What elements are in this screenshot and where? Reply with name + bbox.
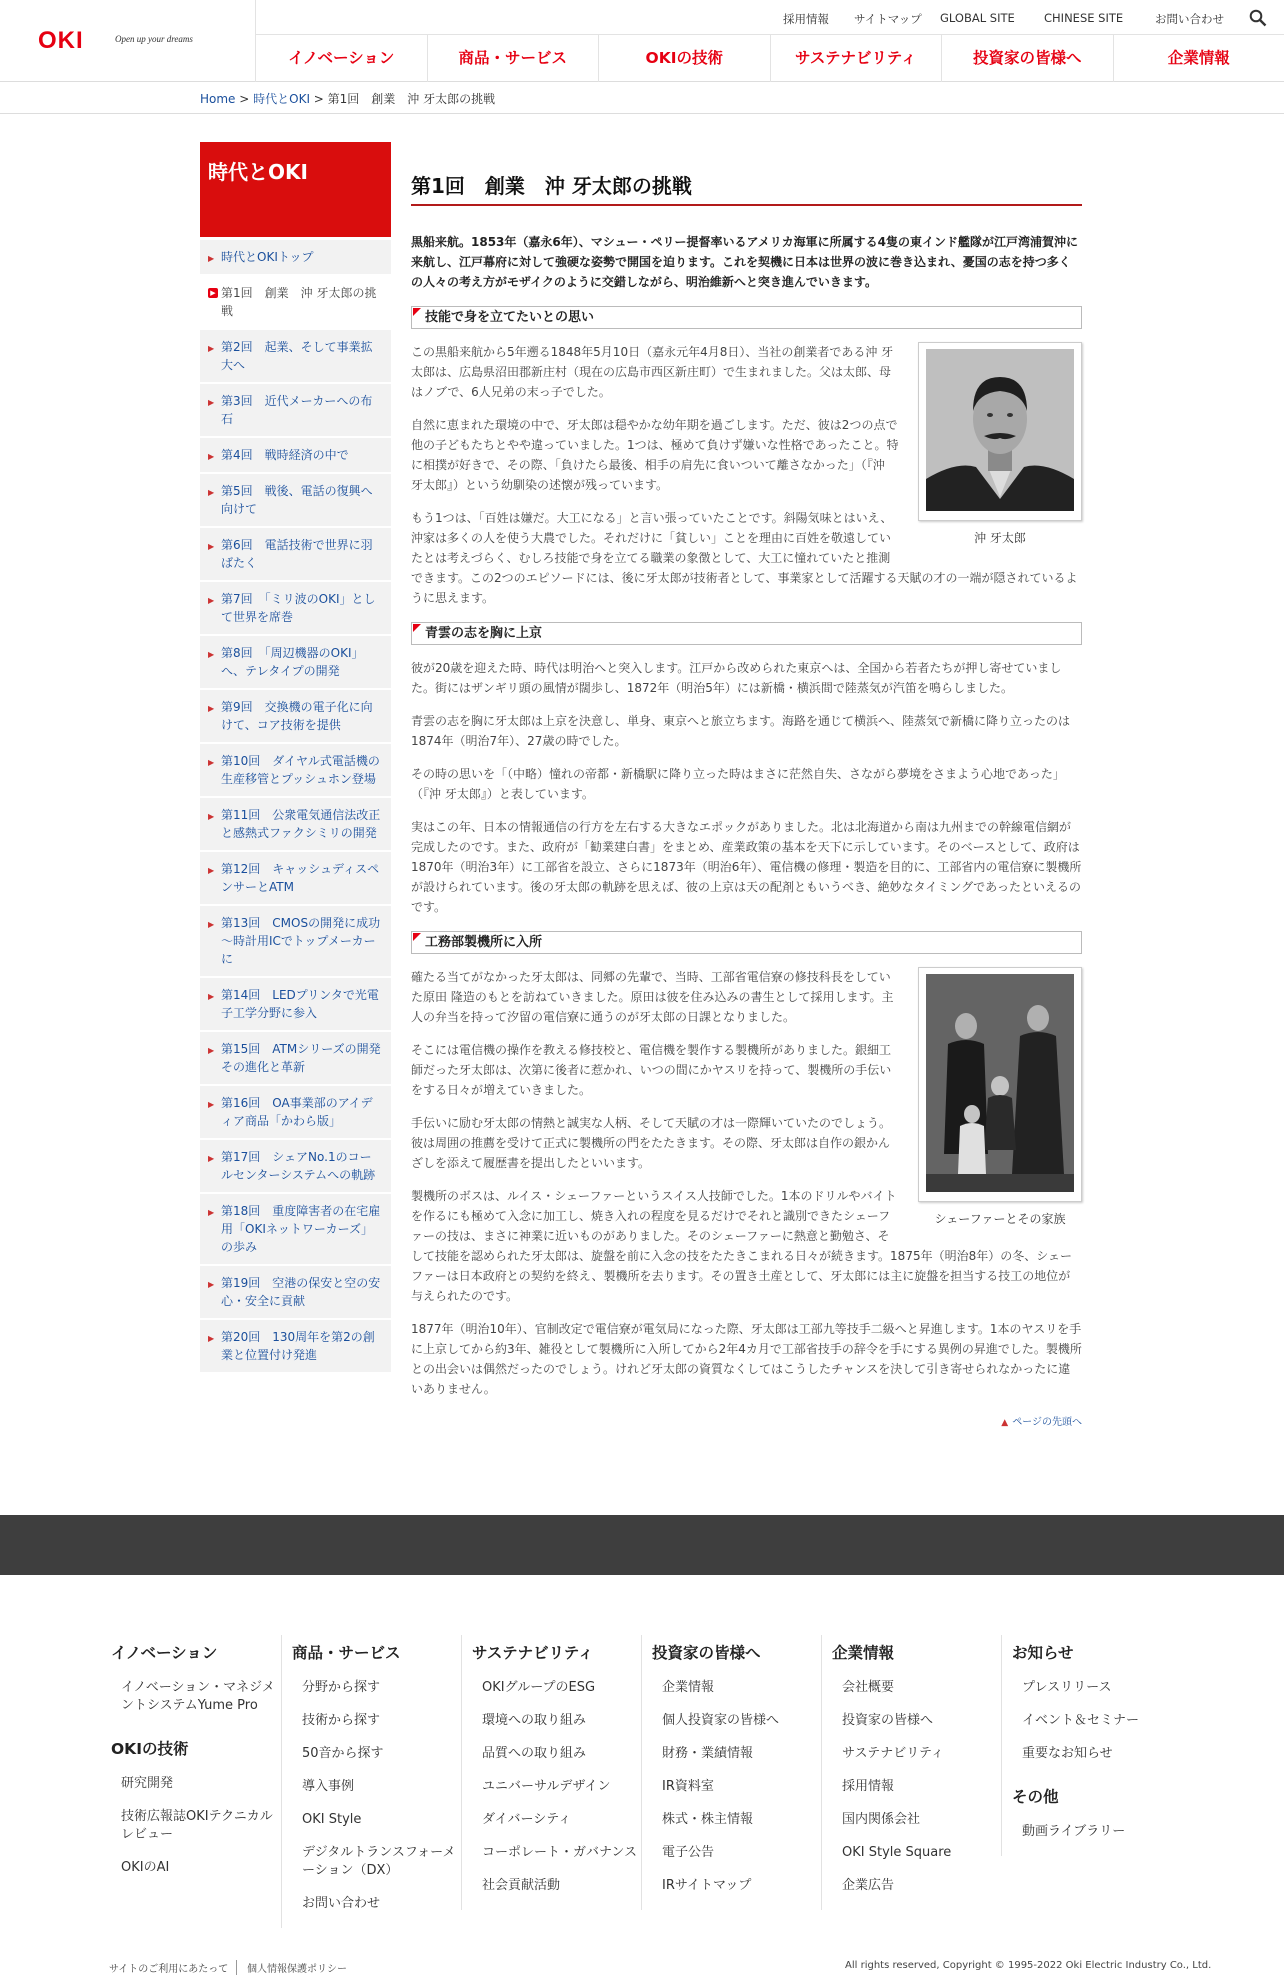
paragraph: 1877年（明治10年）、官制改定で電信寮が電気局になった際、牙太郎は工部九等技手二級へと昇進します。1本のヤスリを手に上京してから約3年、雑役として製機所に入所してから2年4カ月で工部省技手の辞令を手にする異例の昇進でした。製機所との出会いは偶然だったのでしょう。けれど牙太郎の資質なくしてはこうしたチャンスを決して引き寄せられなかったに違いありません。 [411,1322,1082,1396]
arrow-right-icon: ▶ [208,992,215,1001]
oki-logo[interactable]: OKI [38,27,84,54]
sidebar-item-label: 第1回 創業 沖 牙太郎の挑戦 [221,286,377,318]
gnav-investors[interactable]: 投資家の皆様へ [942,35,1114,82]
figure-caption: 沖 牙太郎 [974,531,1026,545]
util-link-sitemap[interactable]: サイトマップ [854,12,922,26]
sidebar-item[interactable] [200,526,391,580]
arrow-right-icon: ▶ [208,1280,215,1289]
founder-photo [918,342,1082,521]
footer-heading[interactable]: サステナビリティ [472,1644,594,1662]
footer-link[interactable]: 財務・業績情報 [662,1746,754,1761]
paragraph: 製機所のボスは、ルイス・シェーファーというスイス人技師でした。1本のドリルやバイトを作るにも極めて入念に加工し、焼き入れの程度を見るだけでそれと識別できたシェーファーの技は、まさに神業に近いものがありました。そのシェーファーに熱意と勤勉さ、そして技能を認められた牙太郎は、旋盤を前に入念の技をたたきこまれる日々が続きます。1875年（明治8年）の冬、シェーファーは日本政府との契約を終え、製機所を去ります。その置き土産として、牙太郎には主に旋盤を担当する技工の地位が与えられたのです。 [411,1189,1072,1303]
arrow-right-icon: ▶ [208,488,215,497]
utility-nav [256,0,1284,35]
sidebar-item[interactable] [200,1264,391,1318]
paragraph: 自然に恵まれた環境の中で、牙太郎は穏やかな幼年期を過ごします。ただ、彼は2つの点で他の子どもたちとやや違っていました。1つは、極めて負けず嫌いな性格であったこと。特に相撲が好きで、その際、「負けたら最後、相手の肩先に食いついて離さなかった」（『沖 牙太郎』）という幼馴染の述懐が残っています。 [411,418,899,492]
arrow-right-icon: ▶ [208,1208,215,1217]
footer-sitemap [101,1635,1182,1935]
footer-heading[interactable]: お知らせ [1012,1644,1074,1662]
footer-band [0,1515,1284,1575]
sidebar-item[interactable] [200,238,391,274]
sidebar-item[interactable] [200,1084,391,1138]
privacy-link[interactable]: 個人情報保護ポリシー [247,1964,347,1975]
paragraph: 彼が20歳を迎えた時、時代は明治へと突入します。江戸から改められた東京へは、全国から若者たちが押し寄せていました。街にはザンギリ頭の風情が闊歩し、1872年（明治5年）には新橋・横浜間で陸蒸気が汽笛を鳴らしました。 [411,661,1062,695]
gnav-innovation[interactable]: イノベーション [256,35,428,82]
footer-link[interactable]: ユニバーサルデザイン [482,1779,611,1794]
footer-link[interactable]: 研究開発 [121,1776,174,1791]
arrow-right-icon: ▶ [208,1334,215,1343]
footer-heading[interactable]: その他 [1012,1788,1059,1806]
sidebar-item[interactable] [200,1030,391,1084]
footer-link[interactable]: お問い合わせ [302,1896,381,1911]
footer-heading[interactable]: 企業情報 [832,1644,895,1662]
breadcrumb-current: 第1回 創業 沖 牙太郎の挑戦 [327,92,496,106]
paragraph: その時の思いを「（中略）憧れの帝都・新橋駅に降り立った時はまさに茫然自失、さながら夢境をさまよう心地であった」（『沖 牙太郎』）と表しています。 [411,767,1065,801]
footer-link[interactable]: 国内関係会社 [842,1812,921,1827]
sidebar-item-label: 第9回 交換機の電子化に向けて、コア技術を提供 [221,700,373,732]
footer-heading[interactable]: OKIの技術 [111,1740,189,1758]
footer-bottom [0,1955,1284,1975]
sidebar-item-label: 第18回 重度障害者の在宅雇用「OKIネットワーカーズ」の歩み [221,1204,381,1254]
arrow-right-icon: ▶ [208,452,215,461]
footer-column [821,1635,1001,1910]
footer-link[interactable]: OKIグループのESG [482,1680,596,1695]
sidebar-item[interactable] [200,436,391,472]
footer-column [101,1635,281,1892]
footer-heading[interactable]: 投資家の皆様へ [652,1644,761,1662]
footer-link[interactable]: OKI Style Square [842,1845,952,1860]
arrow-right-icon: ▶ [208,254,215,263]
section-heading: 工務部製機所に入所 [411,931,1082,954]
figure-schaefer-family [918,967,1082,1227]
breadcrumb [0,82,1284,114]
sidebar-item-label: 第11回 公衆電気通信法改正と感熱式ファクシミリの開発 [221,808,381,840]
arrow-up-icon: ▲ [1001,1418,1009,1428]
sidebar-item-label: 第19回 空港の保安と空の安心・安全に貢献 [221,1276,381,1308]
footer-link[interactable]: OKI Style [302,1812,362,1827]
footer-link[interactable]: 50音から探す [302,1746,384,1761]
footer-link[interactable]: サステナビリティ [842,1746,944,1761]
arrow-right-icon: ▶ [208,758,215,767]
arrow-right-icon: ▶ [208,1154,215,1163]
sidebar-item-label: 第7回 「ミリ波のOKI」として世界を席巻 [221,592,376,624]
footer-link[interactable]: 社会貢献活動 [482,1878,561,1893]
paragraph: 確たる当てがなかった牙太郎は、同郷の先輩で、当時、工部省電信寮の修技科長をしていた原田 隆造のもとを訪ねていきました。原田は彼を住み込みの書生として採用します。主人の弁当を持って汐留の電信寮に通うのが牙太郎の日課となりました。 [411,970,894,1024]
sidebar-item[interactable] [200,1138,391,1192]
page-title: 第1回 創業 沖 牙太郎の挑戦 [411,170,1082,206]
util-link-global[interactable]: GLOBAL SITE [940,11,1015,25]
footer-link[interactable]: デジタルトランスフォーメーション（DX） [302,1845,456,1878]
paragraph: もう1つは、「百姓は嫌だ。大工になる」と言い張っていたことです。斜陽気味とはいえ、沖家は多くの人を使う大農でした。それだけに「貧しい」ことを理由に百姓を敬遠していたとは考えづらく、むしろ技能で身を立てる職業の象徴として、大工に憧れていたと推測できます。この2つのエピソードには、後に牙太郎が技術者として、事業家として活躍する天賦の才の一端が隠されているように思えます。 [411,511,1078,605]
figure-founder [918,342,1082,546]
footer-link[interactable]: 分野から探す [302,1680,381,1695]
section-heading: 青雲の志を胸に上京 [411,622,1082,645]
family-photo-image [926,974,1074,1192]
back-to-top-link[interactable] [411,1413,1082,1428]
sidebar-item[interactable] [200,274,391,328]
arrow-right-icon: ▶ [208,650,215,659]
util-link-recruit[interactable]: 採用情報 [783,12,829,26]
footer-link[interactable]: 企業広告 [842,1878,895,1893]
footer-link[interactable]: コーポレート・ガバナンス [482,1845,637,1860]
footer-link[interactable]: 企業情報 [662,1680,715,1695]
footer-link[interactable]: 技術広報誌OKIテクニカルレビュー [121,1809,273,1842]
footer-link[interactable]: 動画ライブラリー [1022,1824,1126,1839]
util-link-chinese[interactable]: CHINESE SITE [1044,11,1124,25]
arrow-right-icon: ▶ [208,398,215,407]
footer-link[interactable]: ダイバーシティ [482,1812,572,1827]
footer-link[interactable]: 個人投資家の皆様へ [662,1713,780,1728]
arrow-right-icon: ▶ [208,1046,215,1055]
footer-heading[interactable]: 商品・サービス [292,1644,401,1662]
sidebar-item[interactable] [200,382,391,436]
gnav-products[interactable]: 商品・サービス [428,35,600,82]
footer-link[interactable]: イノベーション・マネジメントシステムYume Pro [121,1680,275,1713]
back-to-top-label: ページの先頭へ [1012,1417,1082,1428]
sidebar-item-label: 第4回 戦時経済の中で [221,448,349,462]
footer-link[interactable]: OKIのAI [121,1860,170,1875]
footer-link[interactable]: 技術から探す [302,1713,381,1728]
footer-column [1001,1635,1181,1856]
sidebar-item-label: 第5回 戦後、電話の復興へ向けて [221,484,373,516]
arrow-right-icon: ▶ [208,596,215,605]
footer-heading[interactable]: イノベーション [111,1644,218,1662]
footer-link[interactable]: IR資料室 [662,1779,714,1794]
footer-link[interactable]: プレスリリース [1022,1680,1112,1695]
sidebar-item-label: 第15回 ATMシリーズの開発その進化と革新 [221,1042,381,1074]
sidebar-item-label: 第12回 キャッシュディスペンサーとATM [221,862,380,894]
breadcrumb-parent[interactable]: 時代とOKI [253,92,310,106]
sidebar-item[interactable] [200,634,391,688]
footer-link[interactable]: 会社概要 [842,1680,895,1695]
paragraph: 青雲の志を胸に牙太郎は上京を決意し、単身、東京へと旅立ちます。海路を通じて横浜へ、陸蒸気で新橋に降り立ったのは1874年（明治7年）、27歳の時でした。 [411,714,1071,748]
logo-tagline: Open up your dreams [115,34,193,44]
sidebar-item-label: 第2回 起業、そして事業拡大へ [221,340,373,372]
sidebar-item[interactable] [200,1192,391,1264]
gnav-technology[interactable]: OKIの技術 [599,35,771,82]
sidebar-item[interactable] [200,904,391,976]
arrow-right-icon: ▶ [208,1100,215,1109]
footer-link[interactable]: 株式・株主情報 [662,1812,754,1827]
arrow-right-icon: ▶ [208,288,218,298]
logo-area[interactable] [0,0,256,82]
sidebar-list [200,238,391,1372]
portrait-image [926,349,1074,511]
sidebar-item[interactable] [200,1318,391,1372]
sidebar-item-label: 時代とOKIトップ [221,250,314,264]
footer-column [641,1635,821,1910]
footer-link[interactable]: 品質への取り組み [482,1746,587,1761]
sidebar-item-label: 第14回 LEDプリンタで光電子工学分野に参入 [221,988,379,1020]
util-link-contact[interactable]: お問い合わせ [1155,12,1224,26]
sidebar-item-label: 第17回 シェアNo.1のコールセンターシステムへの軌跡 [221,1150,376,1182]
global-nav [256,35,1284,82]
sidebar-item-label: 第3回 近代メーカーへの布石 [221,394,373,426]
arrow-right-icon: ▶ [208,344,215,353]
sidebar-item-label: 第20回 130周年を第2の創業と位置付け発進 [221,1330,375,1362]
arrow-right-icon: ▶ [208,866,215,875]
sidebar-item-label: 第8回 「周辺機器のOKI」へ、テレタイプの開発 [221,646,364,678]
search-icon[interactable] [1249,9,1267,27]
arrow-right-icon: ▶ [208,704,215,713]
footer-column [281,1635,461,1928]
breadcrumb-home[interactable]: Home [200,92,236,106]
footer-link[interactable]: 環境への取り組み [482,1713,587,1728]
paragraph: そこには電信機の操作を教える修技校と、電信機を製作する製機所がありました。銀細工師だった牙太郎は、次第に後者に惹かれ、いつの間にかヤスリを持って、製機所の手伝いをする日々が増えていきました。 [411,1043,892,1097]
breadcrumb-sep: > [235,92,254,106]
arrow-right-icon: ▶ [208,812,215,821]
footer-link[interactable]: 投資家の皆様へ [842,1713,934,1728]
sidebar-item-label: 第6回 電話技術で世界に羽ばたく [221,538,373,570]
sidebar-item[interactable] [200,850,391,904]
arrow-right-icon: ▶ [208,920,215,929]
gnav-sustainability[interactable]: サステナビリティ [771,35,943,82]
sidebar-item[interactable] [200,688,391,742]
sidebar-item[interactable] [200,580,391,634]
footer-column [461,1635,641,1910]
sidebar-item[interactable] [200,742,391,796]
sidebar-item[interactable] [200,976,391,1030]
footer-link[interactable]: 重要なお知らせ [1022,1746,1113,1761]
sidebar-item-label: 第10回 ダイヤル式電話機の生産移管とプッシュホン登場 [221,754,380,786]
sidebar-item-label: 第13回 CMOSの開発に成功～時計用ICでトップメーカーに [221,916,381,966]
sidebar-title[interactable]: 時代とOKI [200,142,391,238]
paragraph: 実はこの年、日本の情報通信の行方を左右する大きなエポックがありました。北は北海道から南は九州までの幹線電信網が完成したのです。また、政府が「勧業建白書」をまとめ、産業政策の基本を天下に示しています。そのベースとして、政府は1870年（明治3年）に工部省を設立、さらに1873年（明治6年）、電信機の修理・製造を目的に、工部省内の電信寮に製機所が設けられています。後の牙太郎の軌跡を思えば、彼の上京は天の配剤ともいうべき、絶妙なタイミングであったといえるのです。 [411,820,1082,914]
paragraph: この黒船来航から5年遡る1848年5月10日（嘉永元年4月8日）、当社の創業者である沖 牙太郎は、広島県沼田郡新庄村（現在の広島市西区新庄町）で生まれました。父は太郎、母はノブで、6人兄弟の末っ子でした。 [411,345,894,399]
sidebar-item[interactable] [200,472,391,526]
sidebar [200,142,391,1372]
figure-caption: シェーファーとその家族 [934,1212,1066,1226]
breadcrumb-sep: > [309,92,328,106]
family-photo [918,967,1082,1202]
sidebar-item[interactable] [200,328,391,382]
footer-link[interactable]: 電子公告 [662,1845,715,1860]
sidebar-item-label: 第16回 OA事業部のアイディア商品「かわら版」 [221,1096,373,1128]
footer-link[interactable]: IRサイトマップ [662,1878,752,1893]
footer-link[interactable]: 採用情報 [842,1779,895,1794]
terms-link[interactable]: サイトのご利用にあたって [109,1960,237,1975]
gnav-corporate[interactable]: 企業情報 [1167,49,1230,67]
lead-paragraph: 黒船来航。1853年（嘉永6年）、マシュー・ペリー提督率いるアメリカ海軍に所属する4隻の東インド艦隊が江戸湾浦賀沖に来航し、江戸幕府に対して強硬な姿勢で開国を迫ります。これを契機に日本は世界の波に巻き込まれ、憂国の志を持つ多くの人々の考え方がモザイクのように交錯しながら、明治維新へと突き進んでいきます。 [411,235,1079,289]
main-content [411,170,1082,1428]
footer-link[interactable]: イベント＆セミナー [1022,1713,1140,1728]
arrow-right-icon: ▶ [208,542,215,551]
sidebar-item[interactable] [200,796,391,850]
footer-link[interactable]: 導入事例 [302,1779,355,1794]
copyright: All rights reserved, Copyright © 1995-2022 Oki Electric Industry Co., Ltd. [845,1960,1212,1971]
paragraph: 手伝いに励む牙太郎の情熱と誠実な人柄、そして天賦の才は一際輝いていたのでしょう。彼は周囲の推薦を受けて正式に製機所の門をたたきます。その際、牙太郎は自作の銀かんざしを添えて履歴書を提出したといいます。 [411,1116,892,1170]
site-header [0,0,1284,82]
section-heading: 技能で身を立てたいとの思い [411,306,1082,329]
